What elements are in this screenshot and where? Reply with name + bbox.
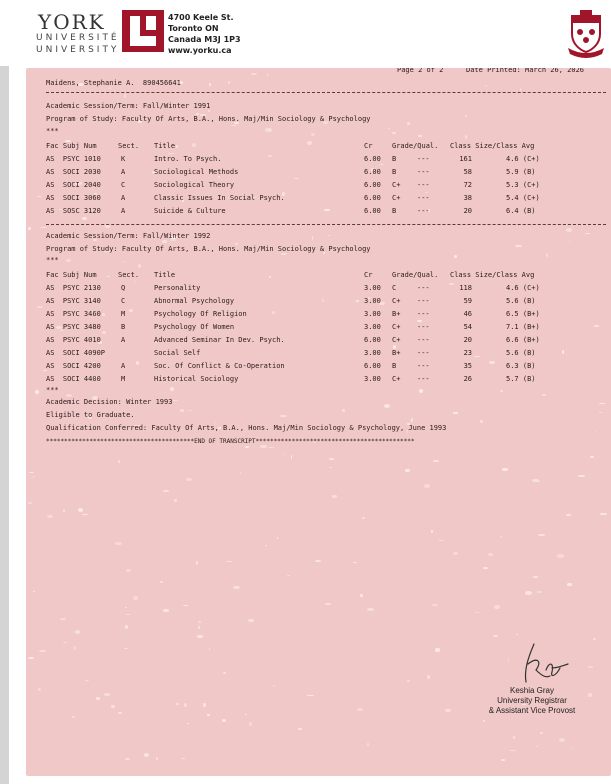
- course-code: AS PSYC 3460: [46, 310, 101, 318]
- course-credits: 6.00: [364, 168, 381, 176]
- course-grade: B: [392, 207, 397, 215]
- decision-stars: ***: [46, 386, 59, 394]
- course-section: A: [121, 336, 126, 344]
- course-credits: 6.00: [364, 155, 381, 163]
- course-grade: B+: [392, 349, 401, 357]
- course-title: Classic Issues In Social Psych.: [154, 194, 285, 202]
- logo-line-fr: UNIVERSITÉ: [36, 33, 120, 43]
- course-credits: 3.00: [364, 375, 381, 383]
- course-qual: ---: [417, 349, 430, 357]
- class-average: 4.6 (C+): [506, 284, 540, 292]
- course-qual: ---: [417, 194, 430, 202]
- course-credits: 3.00: [364, 284, 381, 292]
- left-edge: [0, 0, 9, 784]
- class-average: 6.4 (B): [506, 207, 536, 215]
- course-grade: B: [392, 155, 397, 163]
- address-line: Toronto ON: [168, 24, 219, 33]
- course-qual: ---: [417, 362, 430, 370]
- class-average: 5.6 (B): [506, 297, 536, 305]
- class-average: 5.9 (B): [506, 168, 536, 176]
- course-grade: C: [392, 284, 397, 292]
- course-grade: C+: [392, 375, 401, 383]
- course-grade: C+: [392, 194, 401, 202]
- course-grade: C+: [392, 336, 401, 344]
- col-title: Title: [154, 142, 176, 150]
- course-credits: 3.00: [364, 297, 381, 305]
- col-class: Class Size/Class Avg: [450, 271, 535, 279]
- course-credits: 6.00: [364, 362, 381, 370]
- session-stars: ***: [46, 256, 59, 264]
- logo-word: YORK: [38, 10, 106, 34]
- course-grade: C+: [392, 181, 401, 189]
- course-qual: ---: [417, 155, 430, 163]
- class-size: 54: [463, 323, 472, 331]
- class-average: 5.4 (C+): [506, 194, 540, 202]
- class-average: 7.1 (B+): [506, 323, 540, 331]
- class-average: 5.6 (B): [506, 349, 536, 357]
- transcript-paper: [26, 68, 611, 776]
- course-qual: ---: [417, 168, 430, 176]
- course-grade: C+: [392, 323, 401, 331]
- course-title: Intro. To Psych.: [154, 155, 222, 163]
- course-section: M: [121, 310, 126, 318]
- class-average: 6.6 (B+): [506, 336, 540, 344]
- address-line: www.yorku.ca: [168, 46, 232, 55]
- registrar-name: Keshia Gray: [509, 686, 555, 695]
- course-credits: 3.00: [364, 310, 381, 318]
- col-title: Title: [154, 271, 176, 279]
- class-size: 26: [463, 375, 472, 383]
- class-size: 46: [463, 310, 472, 318]
- course-credits: 6.00: [364, 207, 381, 215]
- course-title: Soc. Of Conflict & Co-Operation: [154, 362, 285, 370]
- course-qual: ---: [417, 375, 430, 383]
- qualification-conferred: Qualification Conferred: Faculty Of Arts, B.A., Hons. Maj/Min Sociology & Psychology, June 1993: [46, 424, 447, 432]
- course-title: Abnormal Psychology: [154, 297, 235, 305]
- class-average: 4.6 (C+): [506, 155, 540, 163]
- class-size: 35: [463, 362, 472, 370]
- class-size: 59: [463, 297, 472, 305]
- eligibility: Eligible to Graduate.: [46, 411, 135, 419]
- course-code: AS PSYC 3480: [46, 323, 101, 331]
- session-term: Academic Session/Term: Fall/Winter 1992: [46, 232, 211, 240]
- course-section: M: [121, 375, 126, 383]
- date-printed: Date Printed: March 26, 2026: [466, 68, 585, 74]
- class-average: 6.5 (B+): [506, 310, 540, 318]
- course-title: Historical Sociology: [154, 375, 239, 383]
- course-credits: 6.00: [364, 181, 381, 189]
- program-of-study: Program of Study: Faculty Of Arts, B.A., Hons. Maj/Min Sociology & Psychology: [46, 115, 371, 123]
- address-line: 4700 Keele St.: [168, 13, 234, 22]
- class-size: 72: [463, 181, 472, 189]
- course-code: AS SOCI 2040: [46, 181, 101, 189]
- class-average: 5.7 (B): [506, 375, 536, 383]
- student-name-id: Maidens, Stephanie A. 890456641: [46, 79, 181, 87]
- col-course: Fac Subj Num: [46, 142, 97, 150]
- class-size: 118: [459, 284, 472, 292]
- course-code: AS PSYC 1010: [46, 155, 101, 163]
- course-grade: C+: [392, 297, 401, 305]
- end-of-transcript: *****************************************END OF TRANSCRIPT********************************************: [46, 438, 415, 445]
- course-qual: ---: [417, 323, 430, 331]
- col-cr: Cr: [364, 271, 373, 279]
- course-section: Q: [121, 284, 126, 292]
- registrar-title: University Registrar: [497, 696, 567, 705]
- course-qual: ---: [417, 297, 430, 305]
- class-size: 20: [463, 336, 472, 344]
- course-code: AS SOCI 4090P: [46, 349, 106, 357]
- course-code: AS PSYC 4010: [46, 336, 101, 344]
- course-code: AS SOCI 3060: [46, 194, 101, 202]
- course-section: A: [121, 194, 126, 202]
- course-title: Sociological Theory: [154, 181, 235, 189]
- course-section: A: [121, 207, 126, 215]
- course-credits: 6.00: [364, 194, 381, 202]
- course-code: AS SOCI 2030: [46, 168, 101, 176]
- course-code: AS PSYC 3140: [46, 297, 101, 305]
- class-average: 6.3 (B): [506, 362, 536, 370]
- class-size: 161: [459, 155, 472, 163]
- address-block: [168, 12, 241, 56]
- course-title: Suicide & Culture: [154, 207, 226, 215]
- course-code: AS SOCI 4200: [46, 362, 101, 370]
- course-section: C: [121, 181, 126, 189]
- course-title: Psychology Of Women: [154, 323, 235, 331]
- course-grade: B: [392, 168, 397, 176]
- course-grade: B+: [392, 310, 401, 318]
- col-sect: Sect.: [118, 142, 140, 150]
- col-cr: Cr: [364, 142, 373, 150]
- class-size: 38: [463, 194, 472, 202]
- course-qual: ---: [417, 181, 430, 189]
- registrar-title-2: & Assistant Vice Provost: [488, 706, 576, 715]
- session-term: Academic Session/Term: Fall/Winter 1991: [46, 102, 211, 110]
- col-course: Fac Subj Num: [46, 271, 97, 279]
- course-code: AS PSYC 2130: [46, 284, 101, 292]
- col-class: Class Size/Class Avg: [450, 142, 535, 150]
- page-info: Page 2 of 2: [397, 68, 444, 74]
- course-credits: 3.00: [364, 349, 381, 357]
- course-section: A: [121, 362, 126, 370]
- course-section: K: [121, 155, 126, 163]
- course-title: Sociological Methods: [154, 168, 239, 176]
- session-stars: ***: [46, 127, 59, 135]
- transcript-body: [26, 68, 611, 776]
- university-crest-icon: [566, 6, 606, 62]
- course-qual: ---: [417, 284, 430, 292]
- course-credits: 3.00: [364, 323, 381, 331]
- course-title: Psychology Of Religion: [154, 310, 247, 318]
- course-title: Personality: [154, 284, 201, 292]
- course-section: A: [121, 168, 126, 176]
- course-title: Social Self: [154, 349, 201, 357]
- letterhead: [0, 0, 611, 66]
- class-size: 58: [463, 168, 472, 176]
- divider: [46, 224, 606, 225]
- york-logo-mark: [122, 10, 164, 52]
- class-size: 23: [463, 349, 472, 357]
- course-qual: ---: [417, 310, 430, 318]
- course-grade: B: [392, 362, 397, 370]
- col-grade: Grade/Qual.: [392, 142, 439, 150]
- divider: [46, 92, 606, 93]
- col-grade: Grade/Qual.: [392, 271, 439, 279]
- registrar-signature: [494, 640, 594, 690]
- course-credits: 6.00: [364, 336, 381, 344]
- class-average: 5.3 (C+): [506, 181, 540, 189]
- course-code: AS SOCI 4400: [46, 375, 101, 383]
- academic-decision: Academic Decision: Winter 1993: [46, 398, 173, 406]
- col-sect: Sect.: [118, 271, 140, 279]
- course-qual: ---: [417, 207, 430, 215]
- course-section: B: [121, 323, 126, 331]
- course-title: Advanced Seminar In Dev. Psych.: [154, 336, 285, 344]
- logo-line-en: UNIVERSITY: [36, 45, 120, 55]
- course-code: AS SOSC 3120: [46, 207, 101, 215]
- course-section: C: [121, 297, 126, 305]
- address-line: Canada M3J 1P3: [168, 35, 241, 44]
- class-size: 20: [463, 207, 472, 215]
- course-qual: ---: [417, 336, 430, 344]
- program-of-study: Program of Study: Faculty Of Arts, B.A., Hons. Maj/Min Sociology & Psychology: [46, 245, 371, 253]
